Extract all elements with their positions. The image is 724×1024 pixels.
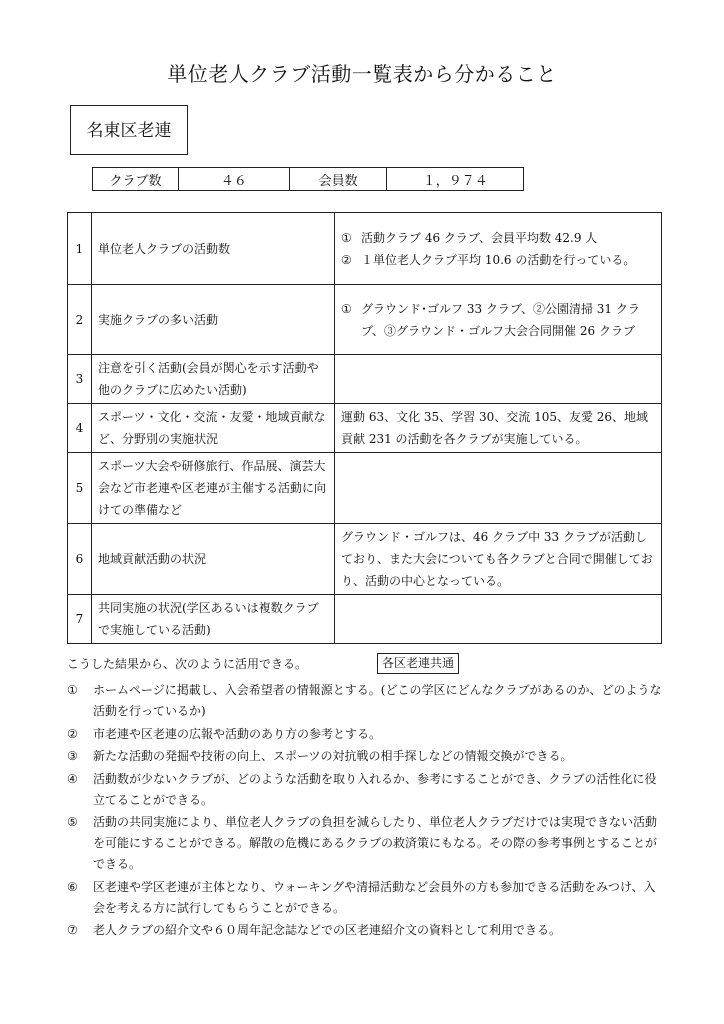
table-row <box>68 453 662 524</box>
uses-list <box>67 680 667 943</box>
list-item <box>67 877 667 919</box>
row-answer <box>335 355 662 404</box>
answer-marker: ① <box>341 230 352 245</box>
answer-text: １単位老人クラブ平均 10.6 の活動を行っている。 <box>361 252 636 267</box>
list-marker: ⑦ <box>67 923 78 937</box>
row-number: 4 <box>68 404 92 453</box>
list-marker: ① <box>67 683 78 697</box>
answer-line <box>341 526 657 592</box>
list-marker: ④ <box>67 771 78 786</box>
activity-table <box>67 212 662 644</box>
row-number: 2 <box>68 285 92 355</box>
row-answer <box>335 213 662 285</box>
row-item: 実施クラブの多い活動 <box>92 285 335 355</box>
answer-text: 活動クラブ 46 クラブ、会員平均数 42.9 人 <box>361 230 598 245</box>
list-text: 区老連や学区老連が主体となり、ウォーキングや清掃活動など会員外の方も参加できる活動をみつけ、入会を考える方に試行してもらうことができる。 <box>93 879 656 915</box>
table-row <box>68 213 662 285</box>
row-answer <box>335 453 662 524</box>
page-title: 単位老人クラブ活動一覧表から分かること <box>167 62 557 86</box>
list-text: 新たな活動の発掘や技術の向上、スポーツの対抗戦の相手探しなどの情報交換ができる。 <box>93 749 573 763</box>
list-text: 老人クラブの紹介文や６０周年記念誌などでの区老連紹介文の資料として利用できる。 <box>93 923 562 937</box>
row-number: 7 <box>68 595 92 644</box>
answer-line <box>341 406 657 450</box>
table-row <box>68 355 662 404</box>
row-item: 共同実施の状況(学区あるいは複数クラブで実施している活動) <box>92 595 335 644</box>
answer-text: グラウンド・ゴルフは、46 クラブ中 33 クラブが活動しており、また大会についても各クラブと合同で開催しており、活動の中心となっている。 <box>341 530 653 588</box>
list-text: 市老連や区老連の広報や活動のあり方の参考とする。 <box>93 726 382 741</box>
answer-line <box>341 298 657 342</box>
list-marker: ⑤ <box>67 815 78 829</box>
list-item <box>67 920 667 941</box>
answer-text: 運動 63、文化 35、学習 30、交流 105、友愛 26、地域貢献 231 の活動を各クラブが実施している。 <box>341 410 649 446</box>
list-item <box>67 680 667 722</box>
row-item: スポーツ大会や研修旅行、作品展、演芸大会など市老連や区老連が主催する活動に向けての準備など <box>92 453 335 524</box>
members-label: 会員数 <box>289 168 387 191</box>
common-tag: 各区老連共通 <box>377 653 459 674</box>
list-marker: ③ <box>67 749 78 763</box>
answer-line <box>341 227 657 249</box>
stats-table <box>92 167 524 191</box>
ward-name-box: 名東区老連 <box>70 105 188 155</box>
answer-line <box>341 249 657 271</box>
table-row <box>68 404 662 453</box>
answer-marker: ② <box>341 252 352 267</box>
conclusion-text: こうした結果から、次のように活用できる。 <box>67 657 308 671</box>
row-answer <box>335 404 662 453</box>
list-item <box>67 746 667 767</box>
list-text: 活動の共同実施により、単位老人クラブの負担を減らしたり、単位老人クラブだけでは実現できない活動を可能にすることができる。解散の危機にあるクラブの救済策にもなる。その際の参考事例とすることができる。 <box>93 815 658 871</box>
list-marker: ⑥ <box>67 879 78 894</box>
members-value: １，９７４ <box>387 168 524 191</box>
row-number: 3 <box>68 355 92 404</box>
table-row <box>68 595 662 644</box>
row-number: 1 <box>68 213 92 285</box>
list-item <box>67 769 667 811</box>
row-number: 5 <box>68 453 92 524</box>
list-text: ホームページに掲載し、入会希望者の情報源とする。(どこの学区にどんなクラブがあるのか、どのような活動を行っているか) <box>93 683 662 718</box>
table-row <box>68 285 662 355</box>
row-item: スポーツ・文化・交流・友愛・地域貢献など、分野別の実施状況 <box>92 404 335 453</box>
answer-text: グラウンド･ゴルフ 33 クラブ、②公園清掃 31 クラブ、③グラウンド・ゴルフ大会合同開催 26 クラブ <box>361 301 640 338</box>
answer-marker: ① <box>341 301 352 316</box>
row-item: 地域貢献活動の状況 <box>92 524 335 595</box>
list-item <box>67 724 667 745</box>
table-row <box>68 524 662 595</box>
row-answer <box>335 595 662 644</box>
list-text: 活動数が少ないクラブが、どのような活動を取り入れるか、参考にすることができ、クラブの活性化に役立てることができる。 <box>93 771 657 807</box>
row-item: 注意を引く活動(会員が関心を示す活動や他のクラブに広めたい活動) <box>92 355 335 404</box>
clubs-value: ４６ <box>179 168 290 191</box>
row-number: 6 <box>68 524 92 595</box>
row-item: 単位老人クラブの活動数 <box>92 213 335 285</box>
row-answer <box>335 524 662 595</box>
row-answer <box>335 285 662 355</box>
list-item <box>67 812 667 875</box>
list-marker: ② <box>67 726 78 741</box>
clubs-label: クラブ数 <box>93 168 179 191</box>
